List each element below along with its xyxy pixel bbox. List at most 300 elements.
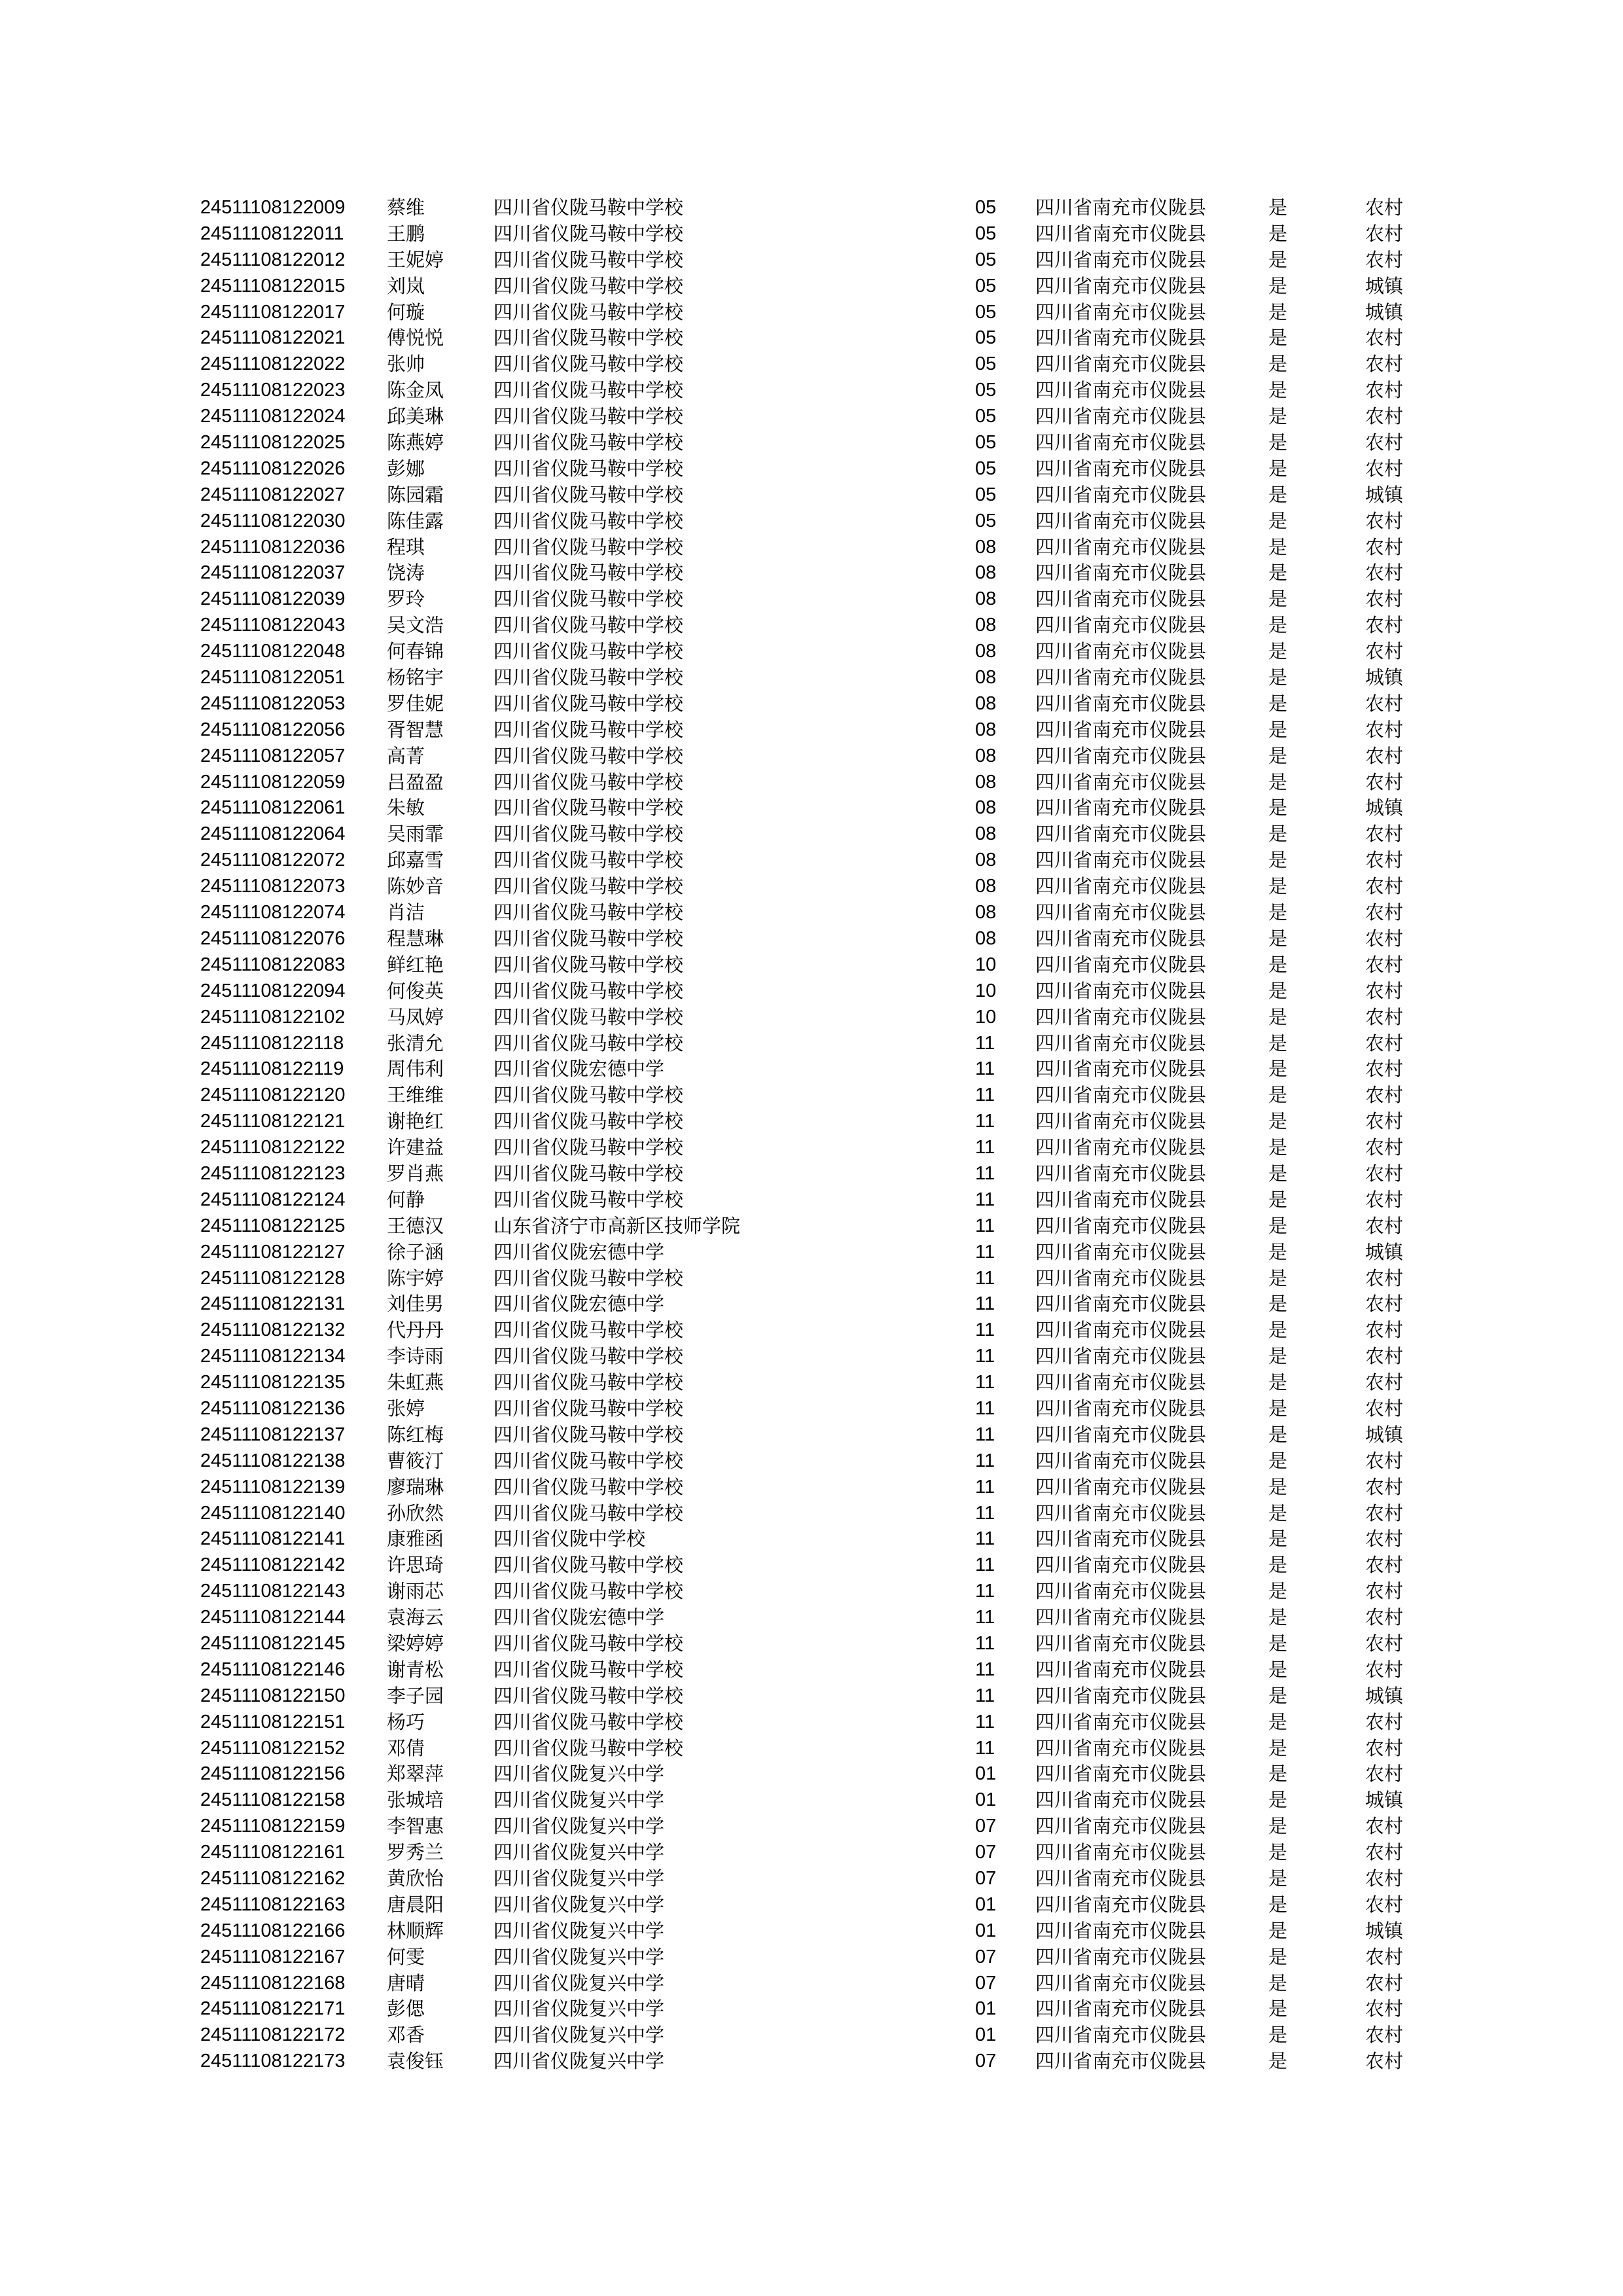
household-region: 四川省南充市仪陇县 — [1035, 1763, 1207, 1785]
school-name: 四川省仪陇复兴中学 — [493, 1815, 665, 1838]
student-name: 胥智慧 — [387, 718, 444, 741]
residence-type: 农村 — [1365, 1998, 1404, 2020]
school-name: 四川省仪陇马鞍中学校 — [493, 1345, 684, 1368]
student-name: 李诗雨 — [387, 1345, 444, 1368]
local-flag: 是 — [1268, 2050, 1288, 2073]
table-row — [200, 221, 1431, 247]
student-name: 彭娜 — [387, 457, 425, 480]
student-name: 袁俊钰 — [387, 2050, 444, 2073]
local-flag: 是 — [1268, 1397, 1288, 1420]
residence-type: 农村 — [1365, 2050, 1404, 2073]
school-name: 山东省济宁市高新区技师学院 — [493, 1214, 741, 1237]
table-row — [200, 560, 1431, 586]
student-name: 周伟利 — [387, 1058, 444, 1081]
table-row — [200, 1761, 1431, 1787]
student-id: 24511108122124 — [200, 1189, 346, 1210]
student-id: 24511108122021 — [200, 327, 346, 349]
student-name: 彭偲 — [387, 1998, 425, 2020]
household-region: 四川省南充市仪陇县 — [1035, 248, 1207, 271]
category-code: 08 — [975, 641, 997, 662]
residence-type: 农村 — [1365, 1632, 1404, 1655]
table-row — [200, 274, 1431, 300]
student-name: 曹筱汀 — [387, 1449, 444, 1472]
student-id: 24511108122146 — [200, 1659, 346, 1680]
category-code: 01 — [975, 1763, 997, 1785]
local-flag: 是 — [1268, 1710, 1288, 1733]
household-region: 四川省南充市仪陇县 — [1035, 509, 1207, 532]
category-code: 08 — [975, 927, 997, 949]
student-name: 林顺辉 — [387, 1919, 444, 1942]
table-row — [200, 1318, 1431, 1344]
local-flag: 是 — [1268, 1971, 1288, 1994]
table-row — [200, 2022, 1431, 2049]
table-row — [200, 1187, 1431, 1213]
student-id: 24511108122131 — [200, 1293, 346, 1315]
category-code: 11 — [975, 1162, 995, 1184]
category-code: 11 — [975, 1397, 995, 1419]
student-name: 刘岚 — [387, 274, 425, 297]
table-row — [200, 1291, 1431, 1318]
category-code: 08 — [975, 615, 997, 636]
table-row — [200, 1918, 1431, 1945]
table-row — [200, 1370, 1431, 1396]
table-row — [200, 665, 1431, 691]
residence-type: 农村 — [1365, 1893, 1404, 1916]
school-name: 四川省仪陇复兴中学 — [493, 2050, 665, 2073]
student-name: 邱嘉雪 — [387, 849, 444, 872]
student-name: 程琪 — [387, 535, 425, 558]
student-id: 24511108122166 — [200, 1920, 346, 1941]
household-region: 四川省南充市仪陇县 — [1035, 1188, 1207, 1211]
school-name: 四川省仪陇复兴中学 — [493, 2024, 665, 2047]
school-name: 四川省仪陇中学校 — [493, 1528, 646, 1551]
local-flag: 是 — [1268, 1031, 1288, 1054]
student-name: 马凤婷 — [387, 1005, 444, 1028]
school-name: 四川省仪陇马鞍中学校 — [493, 379, 684, 402]
student-id: 24511108122132 — [200, 1319, 346, 1341]
household-region: 四川省南充市仪陇县 — [1035, 1501, 1207, 1524]
residence-type: 农村 — [1365, 1867, 1404, 1890]
local-flag: 是 — [1268, 274, 1288, 297]
residence-type: 农村 — [1365, 1162, 1404, 1185]
student-id: 24511108122072 — [200, 850, 346, 871]
residence-type: 农村 — [1365, 327, 1404, 350]
category-code: 11 — [975, 1554, 995, 1576]
local-flag: 是 — [1268, 1084, 1288, 1107]
student-id: 24511108122140 — [200, 1502, 346, 1524]
household-region: 四川省南充市仪陇县 — [1035, 1528, 1207, 1551]
school-name: 四川省仪陇马鞍中学校 — [493, 535, 684, 558]
student-id: 24511108122156 — [200, 1763, 346, 1785]
category-code: 11 — [975, 1737, 995, 1759]
student-name: 陈燕婷 — [387, 431, 444, 454]
local-flag: 是 — [1268, 353, 1288, 376]
student-name: 罗肖燕 — [387, 1162, 444, 1185]
residence-type: 农村 — [1365, 1110, 1404, 1133]
student-id: 24511108122030 — [200, 510, 346, 531]
household-region: 四川省南充市仪陇县 — [1035, 1005, 1207, 1028]
local-flag: 是 — [1268, 1763, 1288, 1785]
residence-type: 农村 — [1365, 744, 1404, 767]
residence-type: 农村 — [1365, 718, 1404, 741]
student-id: 24511108122017 — [200, 301, 346, 323]
household-region: 四川省南充市仪陇县 — [1035, 1789, 1207, 1812]
student-name: 何璇 — [387, 300, 425, 323]
household-region: 四川省南充市仪陇县 — [1035, 588, 1207, 611]
student-name: 刘佳男 — [387, 1293, 444, 1316]
category-code: 08 — [975, 692, 997, 714]
student-id: 24511108122137 — [200, 1424, 346, 1445]
school-name: 四川省仪陇宏德中学 — [493, 1606, 665, 1629]
residence-type: 农村 — [1365, 1815, 1404, 1838]
school-name: 四川省仪陇马鞍中学校 — [493, 274, 684, 297]
student-id: 24511108122144 — [200, 1607, 346, 1628]
household-region: 四川省南充市仪陇县 — [1035, 1240, 1207, 1263]
residence-type: 农村 — [1365, 379, 1404, 402]
household-region: 四川省南充市仪陇县 — [1035, 1684, 1207, 1707]
household-region: 四川省南充市仪陇县 — [1035, 1371, 1207, 1394]
student-id: 24511108122123 — [200, 1162, 346, 1184]
school-name: 四川省仪陇马鞍中学校 — [493, 248, 684, 271]
student-name: 高菁 — [387, 744, 425, 767]
table-row — [200, 1526, 1431, 1552]
category-code: 11 — [975, 1711, 995, 1732]
student-id: 24511108122151 — [200, 1711, 346, 1732]
school-name: 四川省仪陇马鞍中学校 — [493, 1266, 684, 1289]
household-region: 四川省南充市仪陇县 — [1035, 1162, 1207, 1185]
household-region: 四川省南充市仪陇县 — [1035, 457, 1207, 480]
student-id: 24511108122022 — [200, 353, 346, 375]
school-name: 四川省仪陇复兴中学 — [493, 1867, 665, 1890]
residence-type: 农村 — [1365, 1214, 1404, 1237]
table-row — [200, 378, 1431, 404]
category-code: 11 — [975, 1346, 995, 1367]
category-code: 11 — [975, 1424, 995, 1445]
table-row — [200, 1005, 1431, 1031]
residence-type: 农村 — [1365, 2024, 1404, 2047]
category-code: 10 — [975, 954, 997, 975]
household-region: 四川省南充市仪陇县 — [1035, 1998, 1207, 2020]
household-region: 四川省南充市仪陇县 — [1035, 640, 1207, 663]
residence-type: 农村 — [1365, 953, 1404, 976]
student-id: 24511108122141 — [200, 1528, 346, 1550]
table-row — [200, 482, 1431, 509]
category-code: 08 — [975, 823, 997, 845]
school-name: 四川省仪陇马鞍中学校 — [493, 823, 684, 846]
residence-type: 农村 — [1365, 1841, 1404, 1864]
school-name: 四川省仪陇复兴中学 — [493, 1945, 665, 1968]
student-id: 24511108122009 — [200, 197, 346, 218]
category-code: 05 — [975, 301, 997, 323]
household-region: 四川省南充市仪陇县 — [1035, 1319, 1207, 1342]
category-code: 10 — [975, 980, 997, 1001]
local-flag: 是 — [1268, 849, 1288, 872]
local-flag: 是 — [1268, 901, 1288, 924]
local-flag: 是 — [1268, 744, 1288, 767]
school-name: 四川省仪陇马鞍中学校 — [493, 431, 684, 454]
student-id: 24511108122056 — [200, 719, 346, 740]
student-id: 24511108122039 — [200, 588, 346, 610]
table-row — [200, 821, 1431, 848]
school-name: 四川省仪陇马鞍中学校 — [493, 666, 684, 689]
student-id: 24511108122145 — [200, 1632, 346, 1654]
household-region: 四川省南充市仪陇县 — [1035, 901, 1207, 924]
school-name: 四川省仪陇马鞍中学校 — [493, 457, 684, 480]
local-flag: 是 — [1268, 2024, 1288, 2047]
student-id: 24511108122161 — [200, 1842, 346, 1863]
student-id: 24511108122158 — [200, 1789, 346, 1811]
category-code: 05 — [975, 275, 997, 296]
student-id: 24511108122074 — [200, 902, 346, 924]
student-name: 陈宇婷 — [387, 1266, 444, 1289]
local-flag: 是 — [1268, 927, 1288, 950]
local-flag: 是 — [1268, 1266, 1288, 1289]
school-name: 四川省仪陇马鞍中学校 — [493, 1397, 684, 1420]
student-id: 24511108122023 — [200, 380, 346, 401]
school-name: 四川省仪陇马鞍中学校 — [493, 640, 684, 663]
student-name: 邓倩 — [387, 1736, 425, 1759]
household-region: 四川省南充市仪陇县 — [1035, 718, 1207, 741]
category-code: 05 — [975, 249, 997, 270]
local-flag: 是 — [1268, 666, 1288, 689]
residence-type: 城镇 — [1365, 483, 1404, 506]
school-name: 四川省仪陇马鞍中学校 — [493, 588, 684, 611]
student-id: 24511108122167 — [200, 1946, 346, 1967]
local-flag: 是 — [1268, 248, 1288, 271]
local-flag: 是 — [1268, 1110, 1288, 1133]
category-code: 11 — [975, 1372, 995, 1393]
category-code: 11 — [975, 1581, 995, 1602]
household-region: 四川省南充市仪陇县 — [1035, 1110, 1207, 1133]
local-flag: 是 — [1268, 483, 1288, 506]
residence-type: 农村 — [1365, 823, 1404, 846]
student-name: 唐晨阳 — [387, 1893, 444, 1916]
student-name: 罗玲 — [387, 588, 425, 611]
household-region: 四川省南充市仪陇县 — [1035, 1632, 1207, 1655]
household-region: 四川省南充市仪陇县 — [1035, 1971, 1207, 1994]
category-code: 11 — [975, 1685, 995, 1706]
household-region: 四川省南充市仪陇县 — [1035, 300, 1207, 323]
household-region: 四川省南充市仪陇县 — [1035, 1580, 1207, 1603]
student-name: 何春锦 — [387, 640, 444, 663]
category-code: 08 — [975, 719, 997, 740]
category-code: 10 — [975, 1006, 997, 1028]
residence-type: 城镇 — [1365, 1423, 1404, 1446]
household-region: 四川省南充市仪陇县 — [1035, 1919, 1207, 1942]
local-flag: 是 — [1268, 953, 1288, 976]
school-name: 四川省仪陇马鞍中学校 — [493, 770, 684, 793]
category-code: 11 — [975, 1632, 995, 1654]
household-region: 四川省南充市仪陇县 — [1035, 953, 1207, 976]
student-id: 24511108122051 — [200, 667, 346, 689]
local-flag: 是 — [1268, 1293, 1288, 1316]
student-id: 24511108122122 — [200, 1137, 346, 1158]
student-id: 24511108122012 — [200, 249, 346, 270]
household-region: 四川省南充市仪陇县 — [1035, 1606, 1207, 1629]
student-name: 邓香 — [387, 2024, 425, 2047]
school-name: 四川省仪陇复兴中学 — [493, 1763, 665, 1785]
school-name: 四川省仪陇马鞍中学校 — [493, 692, 684, 715]
student-id: 24511108122134 — [200, 1346, 346, 1367]
student-id: 24511108122118 — [200, 1032, 344, 1054]
student-id: 24511108122061 — [200, 797, 346, 819]
student-id: 24511108122026 — [200, 457, 346, 479]
local-flag: 是 — [1268, 1658, 1288, 1681]
residence-type: 农村 — [1365, 1319, 1404, 1342]
household-region: 四川省南充市仪陇县 — [1035, 1136, 1207, 1159]
residence-type: 农村 — [1365, 979, 1404, 1002]
household-region: 四川省南充市仪陇县 — [1035, 405, 1207, 428]
category-code: 05 — [975, 353, 997, 375]
category-code: 07 — [975, 1868, 997, 1889]
school-name: 四川省仪陇马鞍中学校 — [493, 849, 684, 872]
school-name: 四川省仪陇宏德中学 — [493, 1240, 665, 1263]
student-name: 徐子涵 — [387, 1240, 444, 1263]
table-row — [200, 1971, 1431, 1997]
local-flag: 是 — [1268, 1423, 1288, 1446]
local-flag: 是 — [1268, 823, 1288, 846]
student-name: 吕盈盈 — [387, 770, 444, 793]
student-name: 郑翠萍 — [387, 1763, 444, 1785]
table-row — [200, 1501, 1431, 1527]
category-code: 11 — [975, 1450, 995, 1471]
table-row — [200, 1996, 1431, 2022]
residence-type: 农村 — [1365, 1945, 1404, 1968]
household-region: 四川省南充市仪陇县 — [1035, 483, 1207, 506]
household-region: 四川省南充市仪陇县 — [1035, 875, 1207, 898]
residence-type: 农村 — [1365, 1449, 1404, 1472]
table-row — [200, 1552, 1431, 1579]
table-row — [200, 1631, 1431, 1657]
school-name: 四川省仪陇马鞍中学校 — [493, 1110, 684, 1133]
table-row — [200, 535, 1431, 561]
table-row — [200, 1814, 1431, 1840]
student-id: 24511108122011 — [200, 223, 344, 244]
school-name: 四川省仪陇马鞍中学校 — [493, 1371, 684, 1394]
table-row — [200, 1083, 1431, 1109]
category-code: 08 — [975, 562, 997, 584]
local-flag: 是 — [1268, 1815, 1288, 1838]
table-row — [200, 456, 1431, 482]
school-name: 四川省仪陇马鞍中学校 — [493, 875, 684, 898]
school-name: 四川省仪陇马鞍中学校 — [493, 1162, 684, 1185]
school-name: 四川省仪陇马鞍中学校 — [493, 1031, 684, 1054]
residence-type: 农村 — [1365, 1658, 1404, 1681]
student-name: 陈园霜 — [387, 483, 444, 506]
household-region: 四川省南充市仪陇县 — [1035, 1736, 1207, 1759]
household-region: 四川省南充市仪陇县 — [1035, 1397, 1207, 1420]
student-name: 肖洁 — [387, 901, 425, 924]
residence-type: 农村 — [1365, 1971, 1404, 1994]
student-id: 24511108122127 — [200, 1241, 346, 1263]
student-name: 朱虹燕 — [387, 1371, 444, 1394]
student-name: 罗佳妮 — [387, 692, 444, 715]
student-id: 24511108122159 — [200, 1816, 346, 1837]
residence-type: 农村 — [1365, 770, 1404, 793]
school-name: 四川省仪陇马鞍中学校 — [493, 405, 684, 428]
student-id: 24511108122053 — [200, 692, 346, 714]
school-name: 四川省仪陇复兴中学 — [493, 1789, 665, 1812]
household-region: 四川省南充市仪陇县 — [1035, 692, 1207, 715]
category-code: 11 — [975, 1241, 995, 1263]
student-id: 24511108122172 — [200, 2024, 346, 2046]
student-id: 24511108122059 — [200, 771, 346, 793]
school-name: 四川省仪陇马鞍中学校 — [493, 953, 684, 976]
table-row — [200, 300, 1431, 326]
household-region: 四川省南充市仪陇县 — [1035, 666, 1207, 689]
student-name: 唐晴 — [387, 1971, 425, 1994]
residence-type: 农村 — [1365, 248, 1404, 271]
table-row — [200, 1422, 1431, 1448]
residence-type: 农村 — [1365, 927, 1404, 950]
table-row — [200, 1031, 1431, 1057]
category-code: 11 — [975, 1502, 995, 1524]
category-code: 11 — [975, 1528, 995, 1550]
local-flag: 是 — [1268, 1945, 1288, 1968]
student-name: 吴文浩 — [387, 614, 444, 637]
school-name: 四川省仪陇马鞍中学校 — [493, 353, 684, 376]
category-code: 08 — [975, 876, 997, 897]
residence-type: 城镇 — [1365, 1684, 1404, 1707]
student-name: 王维维 — [387, 1084, 444, 1107]
school-name: 四川省仪陇马鞍中学校 — [493, 1710, 684, 1733]
local-flag: 是 — [1268, 1449, 1288, 1472]
residence-type: 城镇 — [1365, 1919, 1404, 1942]
school-name: 四川省仪陇马鞍中学校 — [493, 1005, 684, 1028]
local-flag: 是 — [1268, 692, 1288, 715]
school-name: 四川省仪陇马鞍中学校 — [493, 1580, 684, 1603]
student-name: 朱敏 — [387, 797, 425, 819]
residence-type: 农村 — [1365, 1763, 1404, 1785]
school-name: 四川省仪陇复兴中学 — [493, 1919, 665, 1942]
local-flag: 是 — [1268, 1893, 1288, 1916]
table-row — [200, 404, 1431, 430]
household-region: 四川省南充市仪陇县 — [1035, 1945, 1207, 1968]
residence-type: 农村 — [1365, 1606, 1404, 1629]
residence-type: 农村 — [1365, 222, 1404, 245]
student-name: 何静 — [387, 1188, 425, 1211]
local-flag: 是 — [1268, 1162, 1288, 1185]
student-name: 李子园 — [387, 1684, 444, 1707]
student-id: 24511108122138 — [200, 1450, 346, 1471]
student-name: 谢艳红 — [387, 1110, 444, 1133]
school-name: 四川省仪陇马鞍中学校 — [493, 1632, 684, 1655]
category-code: 05 — [975, 510, 997, 531]
category-code: 08 — [975, 771, 997, 793]
household-region: 四川省南充市仪陇县 — [1035, 823, 1207, 846]
local-flag: 是 — [1268, 1998, 1288, 2020]
student-id: 24511108122015 — [200, 275, 346, 296]
table-row — [200, 2049, 1431, 2075]
local-flag: 是 — [1268, 405, 1288, 428]
student-id: 24511108122083 — [200, 954, 346, 975]
category-code: 01 — [975, 1920, 997, 1941]
residence-type: 农村 — [1365, 562, 1404, 584]
school-name: 四川省仪陇马鞍中学校 — [493, 614, 684, 637]
table-row — [200, 1240, 1431, 1266]
household-region: 四川省南充市仪陇县 — [1035, 1031, 1207, 1054]
local-flag: 是 — [1268, 770, 1288, 793]
residence-type: 农村 — [1365, 1371, 1404, 1394]
household-region: 四川省南充市仪陇县 — [1035, 979, 1207, 1002]
student-name: 张帅 — [387, 353, 425, 376]
residence-type: 农村 — [1365, 614, 1404, 637]
table-row — [200, 509, 1431, 535]
residence-type: 农村 — [1365, 457, 1404, 480]
household-region: 四川省南充市仪陇县 — [1035, 1815, 1207, 1838]
household-region: 四川省南充市仪陇县 — [1035, 744, 1207, 767]
residence-type: 农村 — [1365, 405, 1404, 428]
